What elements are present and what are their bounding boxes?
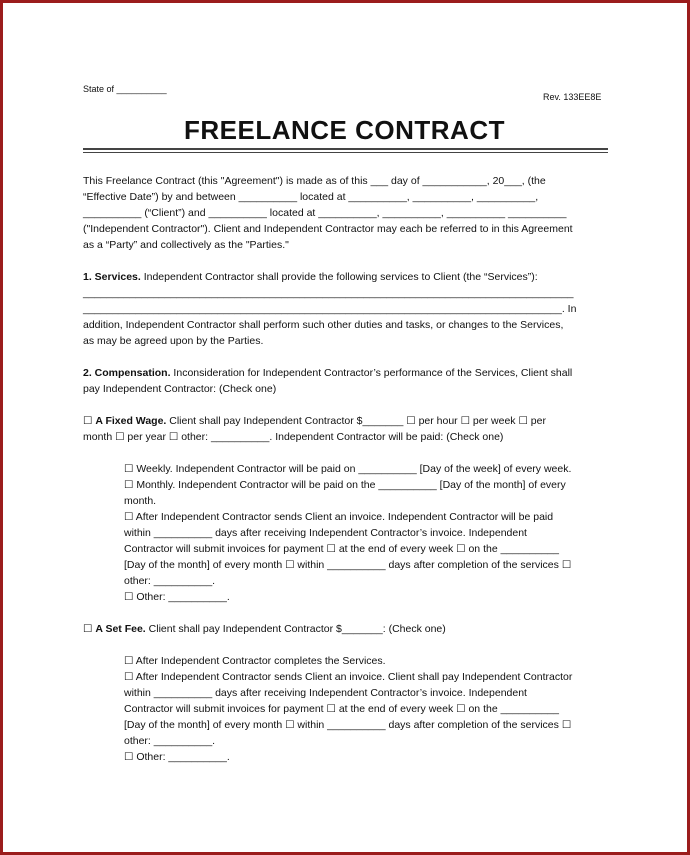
services-heading: 1. Services. [83, 271, 141, 283]
option-invoice-cont: [Day of the month] of every month ☐ within __________ days after completion of the services ☐ [124, 559, 572, 571]
option-invoice[interactable]: ☐ After Independent Contractor sends Client an invoice. Independent Contractor will be paid [124, 511, 554, 523]
services-blank-line: ____________________________________________________________________________________ [83, 287, 574, 299]
title-rule-thick [83, 148, 608, 150]
fixed-wage-section [83, 413, 546, 445]
title-rule-thin [83, 152, 608, 153]
intro-line: “Effective Date”) by and between __________ located at __________, __________, __________, [83, 191, 539, 203]
set-fee-line [83, 621, 446, 637]
services-line: as may be agreed upon by the Parties. [83, 335, 264, 347]
option-invoice-cont: other: __________. [124, 735, 216, 747]
fixed-wage-heading: A Fixed Wage. [95, 415, 167, 427]
set-fee-text: Client shall pay Independent Contractor $_______: (Check one) [145, 623, 446, 635]
option-invoice-cont: [Day of the month] of every month ☐ within __________ days after completion of the services ☐ [124, 719, 572, 731]
services-section [83, 269, 576, 349]
option-monthly-cont: month. [124, 495, 157, 507]
services-line: addition, Independent Contractor shall perform such other duties and tasks, or changes to the Services, [83, 319, 564, 331]
intro-line: This Freelance Contract (this "Agreement") is made as of this ___ day of ___________, 20___, (the [83, 175, 546, 187]
state-line: State of __________ [83, 84, 167, 94]
compensation-section [83, 365, 572, 397]
services-blank-line: __________________________________________________________________________________. In [83, 303, 577, 315]
compensation-heading: 2. Compensation. [83, 367, 171, 379]
fixed-wage-checkbox[interactable]: ☐ [83, 415, 96, 427]
services-text: Independent Contractor shall provide the following services to Client (the “Services”): [140, 271, 538, 283]
fixed-wage-options [124, 461, 571, 605]
services-line [83, 269, 576, 285]
fixed-wage-line: month ☐ per year ☐ other: __________. Independent Contractor will be paid: (Check one) [83, 431, 504, 443]
set-fee-checkbox[interactable]: ☐ [83, 623, 96, 635]
set-fee-section [83, 621, 446, 637]
option-invoice-cont: other: __________. [124, 575, 216, 587]
intro-line: ("Independent Contractor"). Client and Independent Contractor may each be referred to in this Agreement [83, 223, 573, 235]
option-invoice-cont: Contractor will submit invoices for payment ☐ at the end of every week ☐ on the __________ [124, 543, 559, 555]
document-title: FREELANCE CONTRACT [184, 115, 505, 145]
option-after-completion[interactable]: ☐ After Independent Contractor completes the Services. [124, 655, 386, 667]
option-invoice[interactable]: ☐ After Independent Contractor sends Client an invoice. Client shall pay Independent Contractor [124, 671, 573, 683]
revision-number: Rev. 133EE8E [543, 92, 602, 102]
option-other[interactable]: ☐ Other: __________. [124, 751, 230, 763]
option-other[interactable]: ☐ Other: __________. [124, 591, 230, 603]
intro-paragraph [83, 173, 573, 253]
option-monthly[interactable]: ☐ Monthly. Independent Contractor will be paid on the __________ [Day of the month] of every [124, 479, 566, 491]
option-invoice-cont: Contractor will submit invoices for payment ☐ at the end of every week ☐ on the __________ [124, 703, 559, 715]
compensation-text: Inconsideration for Independent Contractor’s performance of the Services, Client shall [170, 367, 573, 379]
intro-line: as a “Party” and collectively as the "Parties." [83, 239, 289, 251]
option-invoice-cont: within __________ days after receiving Independent Contractor’s invoice. Independent [124, 527, 527, 539]
fixed-wage-text: Client shall pay Independent Contractor $_______ ☐ per hour ☐ per week ☐ per [166, 415, 546, 427]
fixed-wage-line [83, 413, 546, 429]
intro-line: __________ (“Client”) and __________ located at __________, __________, __________ __________ [83, 207, 567, 219]
set-fee-heading: A Set Fee. [95, 623, 146, 635]
option-invoice-cont: within __________ days after receiving Independent Contractor’s invoice. Independent [124, 687, 527, 699]
option-weekly[interactable]: ☐ Weekly. Independent Contractor will be paid on __________ [Day of the week] of every week. [124, 463, 572, 475]
compensation-line [83, 365, 572, 381]
set-fee-options [124, 653, 572, 765]
compensation-line: pay Independent Contractor: (Check one) [83, 383, 277, 395]
